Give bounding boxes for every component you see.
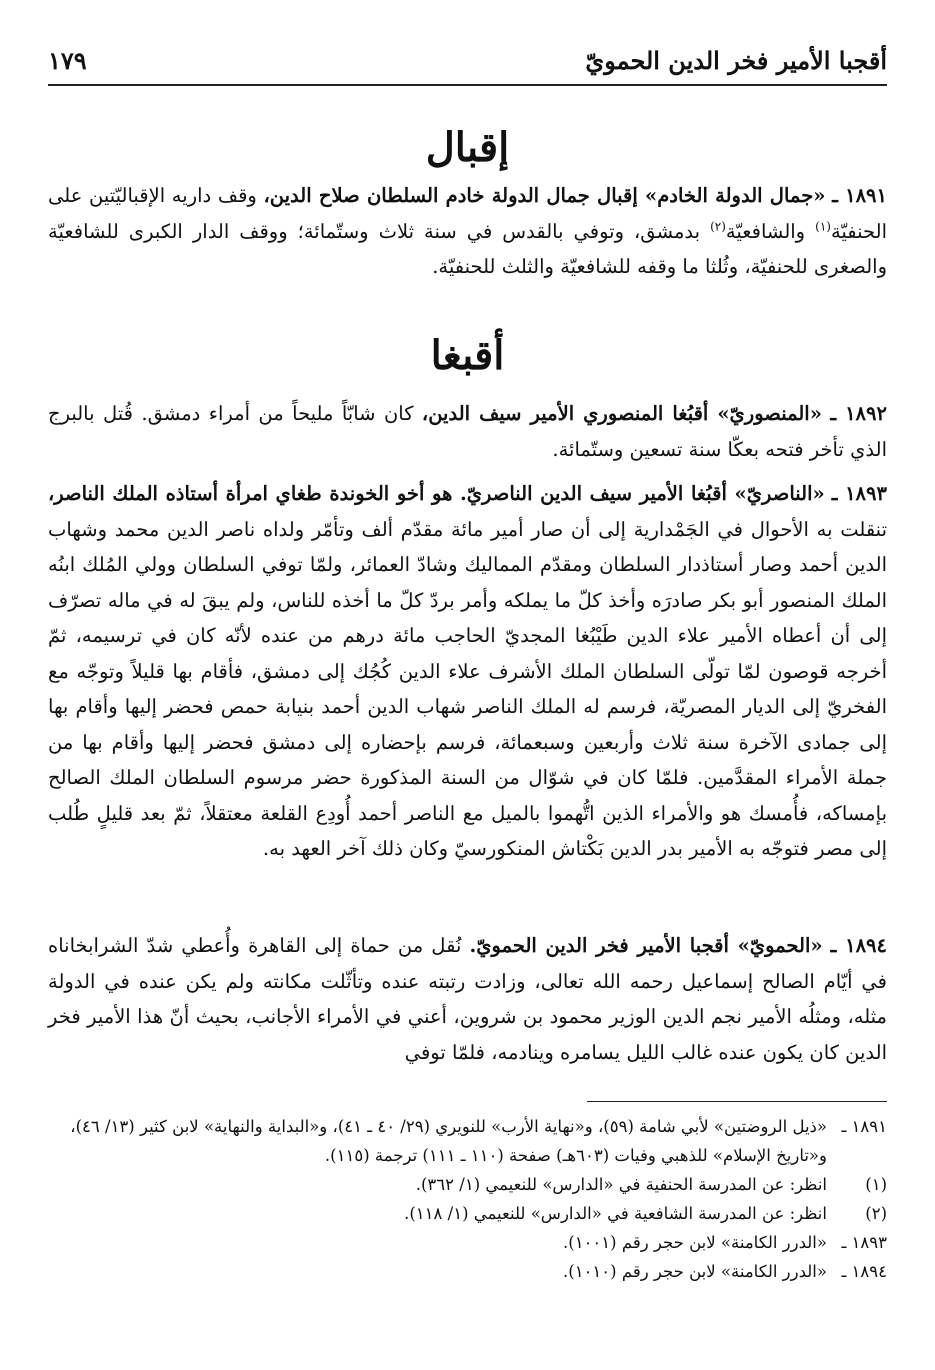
entry-text: والشافعيّة [725,219,816,243]
entry-name: «جمال الدولة الخادم» إقبال جمال الدولة خادم السلطان صلاح الدين، [263,184,826,207]
entry-text: وقف داريه الإقباليّتين على الحنفيّة [48,184,887,243]
entry-number: ١٨٩٣ ـ [831,482,887,505]
entry-1893 [48,476,887,867]
entry-number: ١٨٩١ ـ [832,184,887,207]
entry-number: ١٨٩٤ ـ [830,934,887,957]
footnote-1893 [48,1228,887,1257]
footnote-ref-2[interactable]: (٢) [710,219,726,233]
footnote-1891 [48,1112,887,1170]
footnote-text: انظر: عن المدرسة الحنفية في «الدارس» للنعيمي (١/ ٣٦٢). [415,1175,827,1194]
footnote-1894 [48,1257,887,1286]
footnote-1 [48,1170,887,1199]
entry-text: بدمشق، وتوفي بالقدس في سنة ثلاث وستّمائة؛ ووقف الدار الكبرى للشافعيّة والصغرى للحنفيّة، وثُلثا ما وقفه للشافعيّة والثلث للحنفيّة. [48,219,887,278]
entry-1891 [48,178,887,285]
entry-text: تنقلت به الأحوال في الجَمْدارية إلى أن صار أمير مائة مقدّم ألف وتأمّر ولداه ناصر الدين محمد وشهاب الدين أحمد وصار أستاذدار السلطان ومقدّم المماليك وشادّ العمائر، ولمّا توفي السلطان وولي المُلك ابنُه الملك المنصور أبو بكر صادرَه وأخذ كلّ ما يملكه وأمر بردّ كلّ ما أخذه للناس، ولم يبقَ له في ماله تصرّف إلى أن أعطاه الأمير علاء الدين طَيْبُغا المجديّ الحاجب مائة درهم من عنده لأنّه كان في ترسيمه، ثمّ أخرجه قوصون لمّا تولّى السلطان الملك الأشرف علاء الدين كُجُك إلى دمشق، فأقام بها قليلاً وتوجّه مع الفخريّ إلى الديار المصريّة، فرسم له الملك الناصر شهاب الدين أحمد بنيابة حمص فحضر إليها وأقام بها إلى جمادى الآخرة سنة ثلاث وأربعين وسبعمائة، فرسم بإحضاره إلى دمشق فحضر إليها وأقام بها من جملة الأمراء المقدَّمين. فلمّا كان في شوّال من السنة المذكورة حضر مرسوم السلطان الملك الصالح بإمساكه، فأُمسك هو والأمراء الذين اتُّهموا بالميل مع الناصر أحمد أُودِع القلعة معتقلاً، ثمّ بعد قليلٍ طُلب إلى مصر فتوجّه به الأمير بدر الدين بَكْتاش المنكورسيّ وكان ذلك آخر العهد به. [48,517,887,860]
entry-1894 [48,928,887,1070]
footnote-2 [48,1199,887,1228]
footnote-label: (٢) [865,1204,887,1223]
section-heading-iqbal: إقبال [425,124,510,171]
entry-name: «الناصريّ» أقبُغا الأمير سيف الدين الناصريّ. هو أخو الخوندة طغاي امرأة أستاذه الملك الناصر، [48,482,825,505]
entry-text: نُقل من حماة إلى القاهرة وأُعطي شدّ الشرابخاناه في أيّام الصالح إسماعيل رحمه الله تعالى، وزادت رتبته عنده وتأثّلت مكانته ولم يكن عنده في الدولة مثله، ومثلُه الأمير نجم الدين الوزير محمود بن شروين، أعني في الأمراء الأجانب، بحيث أنّ هذا الأمير فخر الدين كان يكون عنده غالب الليل يسامره وينادمه، فلمّا توفي [48,934,887,1064]
entry-name: «الحمويّ» أقجبا الأمير فخر الدين الحمويّ. [469,934,823,957]
section-heading-aqbugha: أقبغا [430,332,505,379]
footnote-text: «الدرر الكامنة» لابن حجر رقم (١٠١٠). [563,1262,827,1281]
footnote-text: انظر: عن المدرسة الشافعية في «الدارس» للنعيمي (١/ ١١٨). [404,1204,827,1223]
page-number: ١٧٩ [48,46,87,75]
running-head [48,40,887,86]
entry-text: كان شابّاً مليحاً من أمراء دمشق. قُتل بالبرج الذي تأخر فتحه بعكّا سنة تسعين وستّمائة. [48,402,887,461]
footnote-label: ١٨٩٤ ـ [841,1262,887,1281]
running-title: أقجبا الأمير فخر الدين الحمويّ [585,46,887,75]
entry-number: ١٨٩٢ ـ [830,402,887,425]
footnote-label: (١) [865,1175,887,1194]
entry-1892 [48,396,887,467]
footnote-divider [587,1101,887,1102]
footnotes [48,1112,887,1286]
footnote-text: «ذيل الروضتين» لأبي شامة (٥٩)، و«نهاية الأرب» للنويري (٢٩/ ٤٠ ـ ٤١)، و«البداية والنهاية» لابن كثير (١٣/ ٤٦)، و«تاريخ الإسلام» للذهبي وفيات (٦٠٣هـ) صفحة (١١٠ ـ ١١١) ترجمة (١١٥). [70,1117,827,1165]
footnote-text: «الدرر الكامنة» لابن حجر رقم (١٠٠١). [563,1233,827,1252]
footnote-label: ١٨٩٣ ـ [841,1233,887,1252]
footnote-label: ١٨٩١ ـ [841,1117,887,1136]
footnote-ref-1[interactable]: (١) [815,219,831,233]
entry-name: «المنصوريّ» أقبُغا المنصوري الأمير سيف الدين، [421,402,822,425]
